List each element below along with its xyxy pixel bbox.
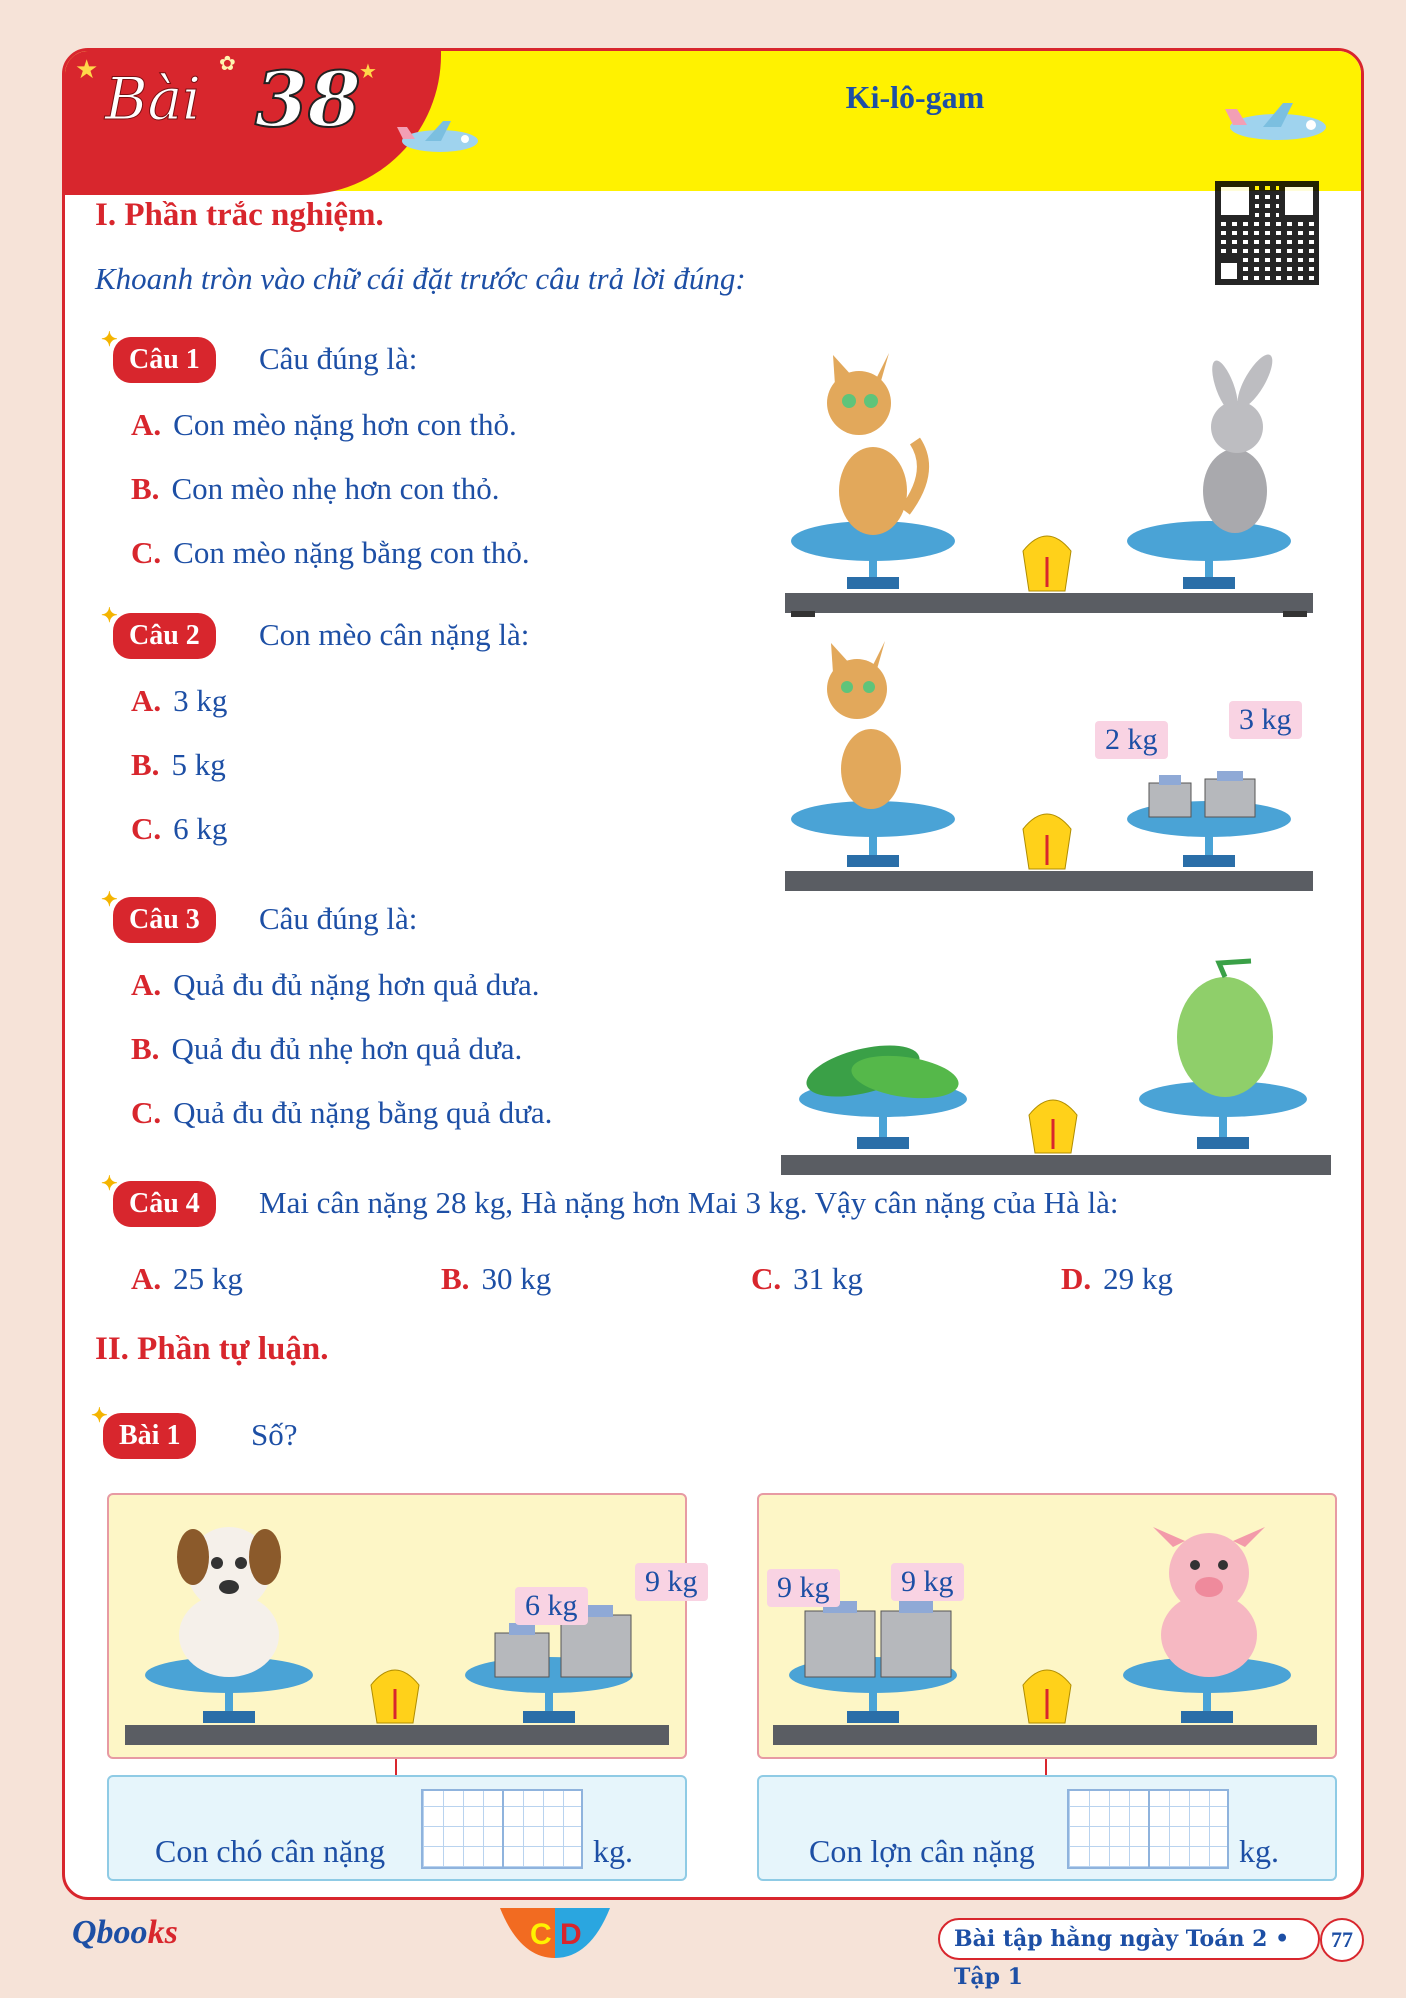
star-icon: ✦ — [101, 1173, 118, 1195]
option-b[interactable]: B. Quả đu đủ nhẹ hơn quả dưa. — [131, 1031, 523, 1066]
scale-cat-rabbit-illustration — [785, 341, 1315, 621]
part1-title: I. Phần trắc nghiệm. — [95, 197, 384, 233]
answer-prefix: Con chó cân nặng — [155, 1833, 386, 1869]
lesson-word: Bài — [105, 65, 201, 133]
answer-grid-box[interactable] — [421, 1789, 583, 1869]
question-text: Câu đúng là: — [259, 341, 418, 376]
option-a[interactable]: A. 3 kg — [131, 683, 228, 718]
pig-scale-panel — [757, 1493, 1337, 1759]
lesson-title: Ki-lô-gam — [845, 79, 985, 115]
qr-code[interactable] — [1215, 181, 1319, 285]
weight-tag: 9 kg — [635, 1563, 708, 1601]
part2-title: II. Phần tự luận. — [95, 1331, 329, 1367]
question-badge — [101, 329, 216, 383]
question-label: Câu 2 — [129, 620, 200, 651]
question-text: Con mèo cân nặng là: — [259, 617, 530, 652]
option-d[interactable]: D. 29 kg — [1061, 1261, 1173, 1296]
weight-tag: 9 kg — [891, 1563, 964, 1601]
scale-pig-weights-illustration — [759, 1495, 1335, 1757]
question-badge — [101, 1173, 216, 1227]
question-label: Câu 4 — [129, 1188, 200, 1219]
option-a[interactable]: A. Quả đu đủ nặng hơn quả dưa. — [131, 967, 540, 1002]
star-icon: ★ — [75, 55, 99, 84]
question-label: Câu 1 — [129, 344, 200, 375]
star-icon: ★ — [359, 61, 377, 83]
question-text: Mai cân nặng 28 kg, Hà nặng hơn Mai 3 kg. Vậy cân nặng của Hà là: — [259, 1185, 1119, 1220]
answer-unit: kg. — [1239, 1833, 1279, 1869]
option-c[interactable]: C. Quả đu đủ nặng bằng quả dưa. — [131, 1095, 553, 1130]
question-text: Câu đúng là: — [259, 901, 418, 936]
scale-dog-weights-illustration — [109, 1495, 685, 1757]
star-icon: ✦ — [101, 605, 118, 627]
scale-cat-weights-illustration — [785, 633, 1315, 903]
page-number: 77 — [1320, 1918, 1364, 1962]
dog-answer-panel — [107, 1775, 687, 1881]
scale-papaya-melon-illustration — [781, 921, 1333, 1187]
exercise-text: Số? — [251, 1417, 298, 1452]
flower-icon: ✿ — [219, 53, 236, 75]
answer-grid-box[interactable] — [1067, 1789, 1229, 1869]
airplane-icon — [1223, 93, 1333, 153]
weight-tag: 9 kg — [767, 1569, 840, 1607]
worksheet-page — [62, 48, 1364, 1900]
weight-tag: 3 kg — [1229, 701, 1302, 739]
pig-answer-panel — [757, 1775, 1337, 1881]
option-b[interactable]: B. 5 kg — [131, 747, 226, 782]
option-a[interactable]: A. Con mèo nặng hơn con thỏ. — [131, 407, 517, 442]
cd-right-letter: D — [560, 1918, 582, 1951]
option-b[interactable]: B. 30 kg — [441, 1261, 552, 1296]
weight-tag: 6 kg — [515, 1587, 588, 1625]
exercise-badge — [91, 1405, 196, 1459]
qbooks-logo: Qbooks — [72, 1914, 178, 1951]
star-icon: ✦ — [91, 1405, 108, 1427]
cd-left-letter: C — [530, 1918, 552, 1951]
option-c[interactable]: C. Con mèo nặng bằng con thỏ. — [131, 535, 530, 570]
option-c[interactable]: C. 31 kg — [751, 1261, 863, 1296]
part1-instruction: Khoanh tròn vào chữ cái đặt trước câu trả lời đúng: — [95, 261, 746, 296]
cd-logo — [500, 1906, 610, 1960]
book-title: Bài tập hằng ngày Toán 2 • Tập 1 — [938, 1918, 1320, 1960]
answer-prefix: Con lợn cân nặng — [809, 1833, 1035, 1869]
dog-scale-panel — [107, 1493, 687, 1759]
airplane-icon — [395, 113, 485, 163]
option-b[interactable]: B. Con mèo nhẹ hơn con thỏ. — [131, 471, 500, 506]
question-badge — [101, 605, 216, 659]
question-label: Câu 3 — [129, 904, 200, 935]
star-icon: ✦ — [101, 889, 118, 911]
answer-unit: kg. — [593, 1833, 633, 1869]
star-icon: ✦ — [101, 329, 118, 351]
option-a[interactable]: A. 25 kg — [131, 1261, 243, 1296]
lesson-number: 38 — [255, 55, 361, 144]
option-c[interactable]: C. 6 kg — [131, 811, 228, 846]
exercise-label: Bài 1 — [119, 1420, 181, 1451]
weight-tag: 2 kg — [1095, 721, 1168, 759]
question-badge — [101, 889, 216, 943]
